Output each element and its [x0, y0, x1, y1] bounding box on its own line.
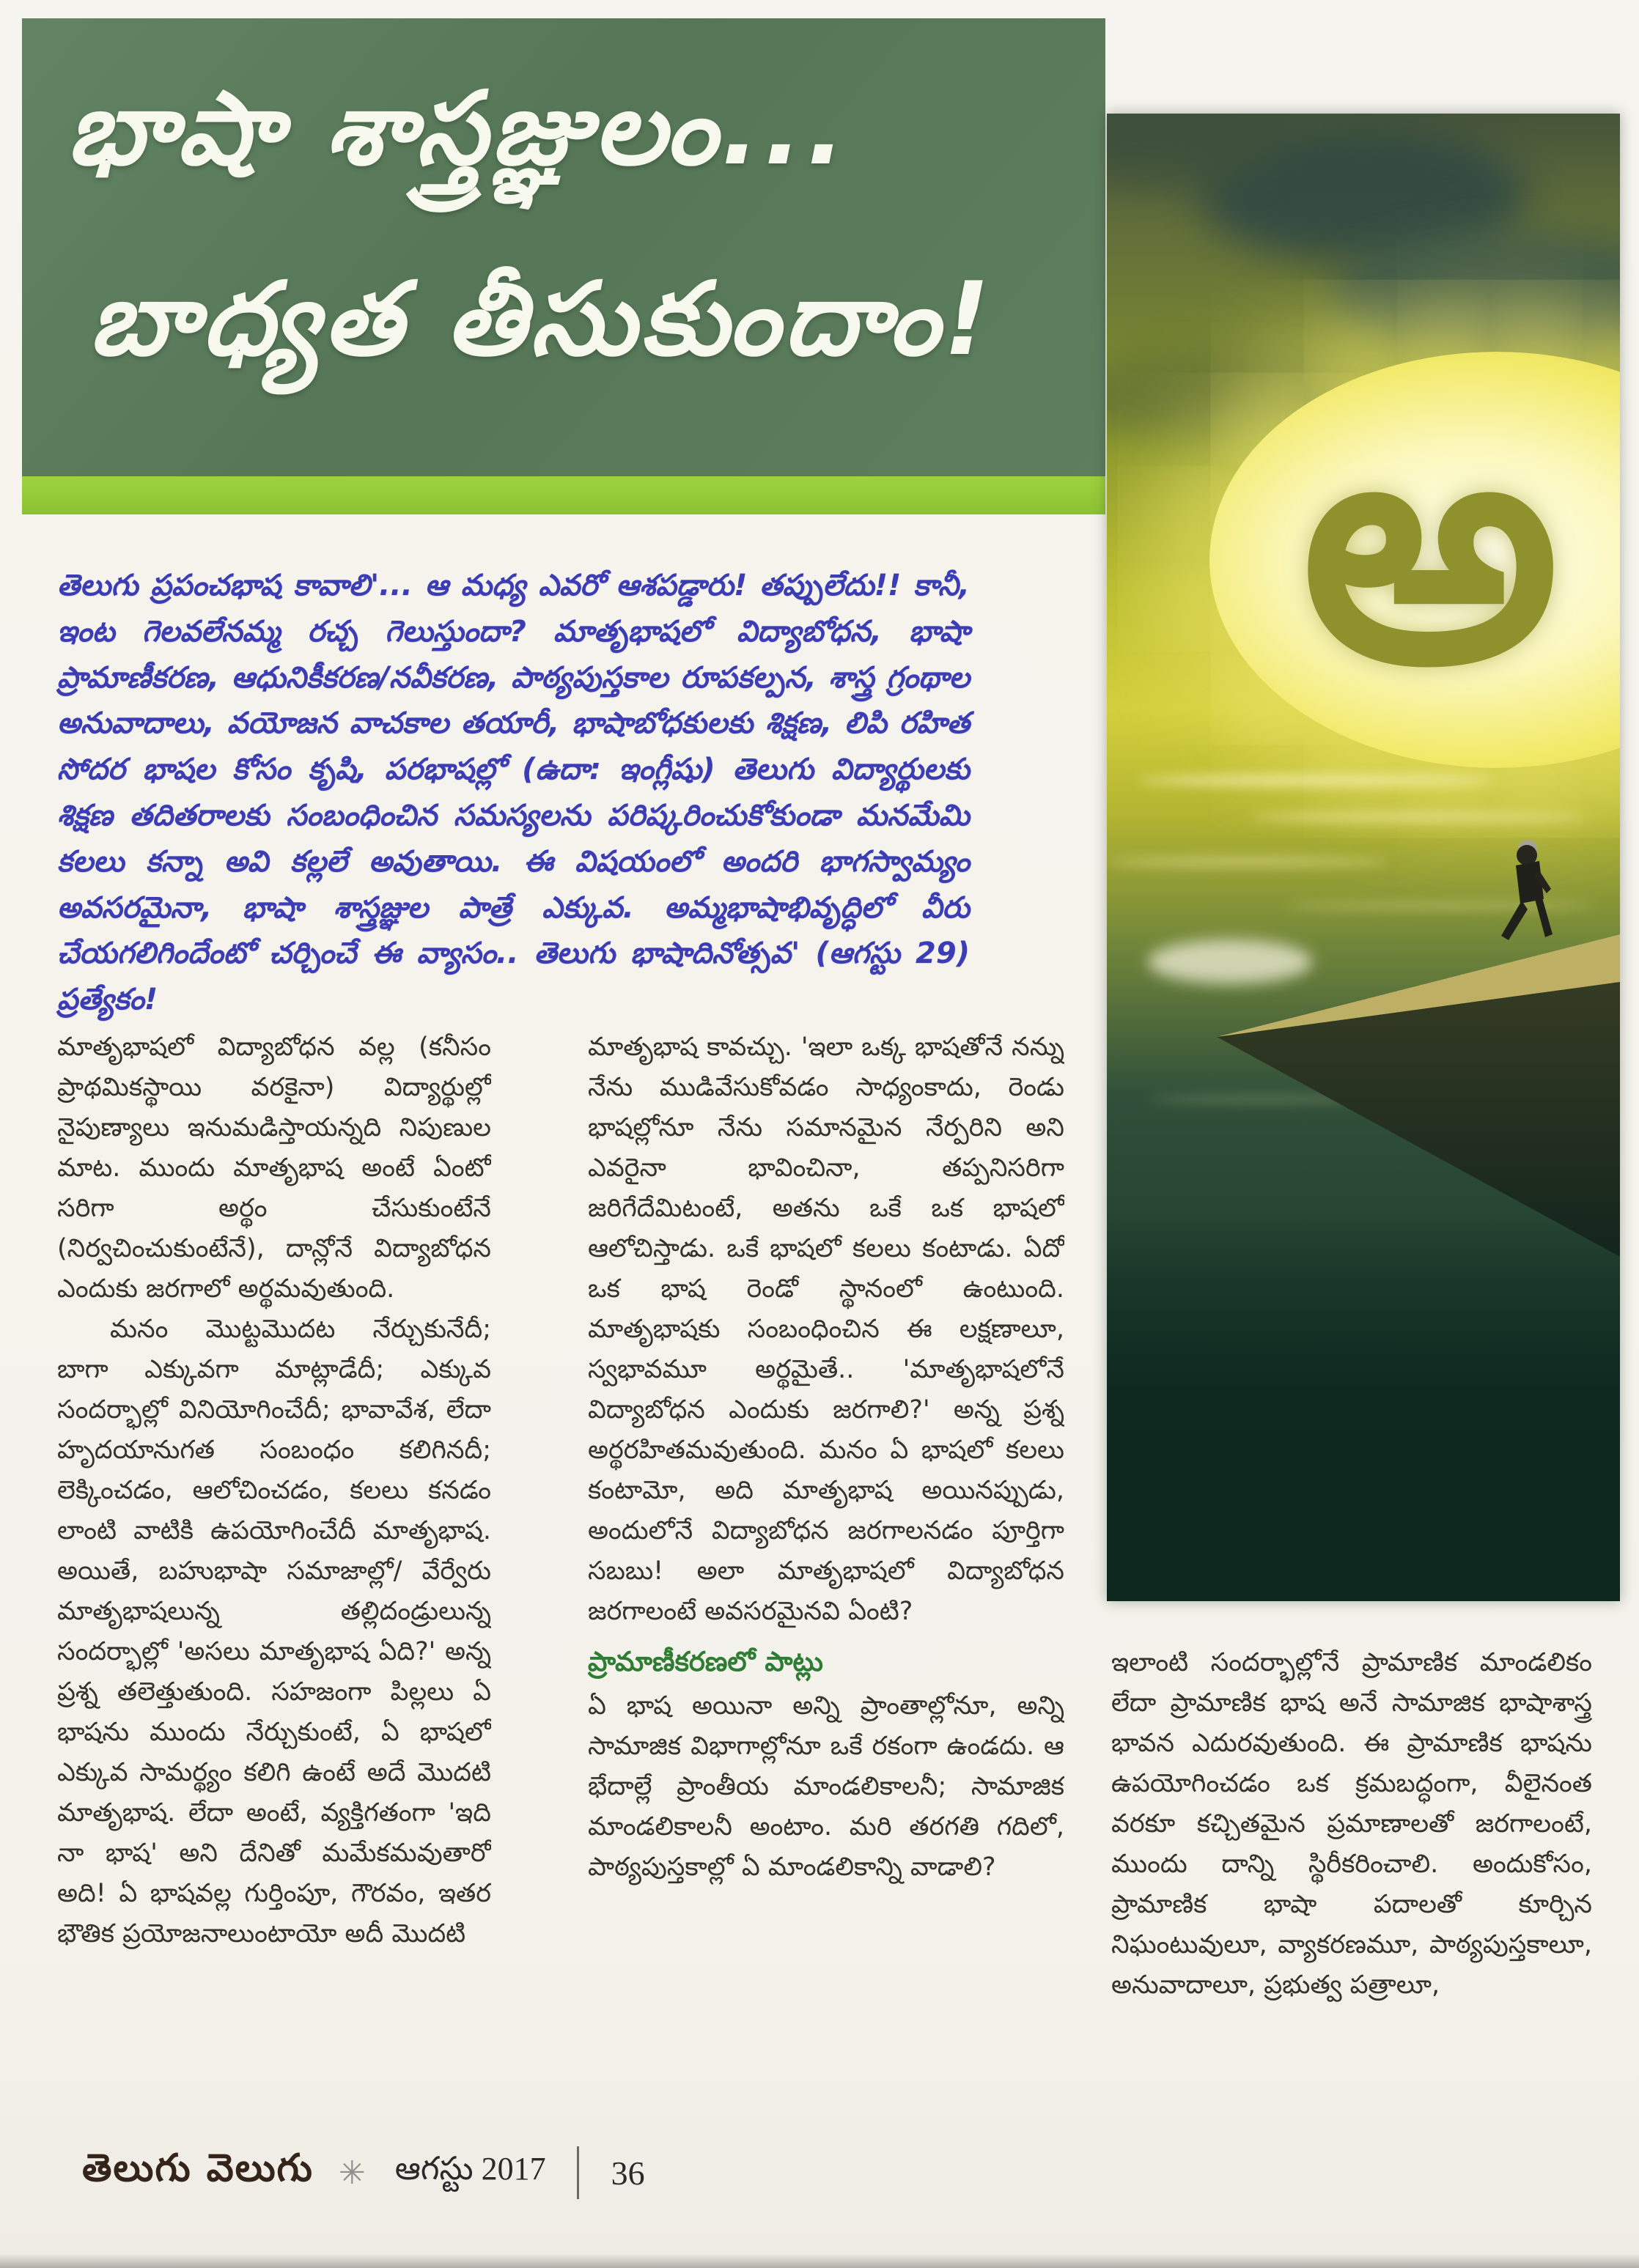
body-column-1 — [57, 1027, 491, 2174]
banner-stripe — [22, 476, 1105, 514]
body-paragraph: మాతృభాషలో విద్యాబోధన వల్ల (కనీసం ప్రాథమికస్థాయి వరకైనా) విద్యార్థుల్లో నైపుణ్యాలు ఇనుమడిస్తాయన్నది నిపుణుల మాట. ముందు మాతృభాష అంటే ఏంటో సరిగా అర్థం చేసుకుంటేనే (నిర్వచించుకుంటేనే), దాన్లోనే విద్యాబోధన ఎందుకు జరగాలో అర్థమవుతుంది. — [57, 1033, 491, 1304]
magazine-name: తెలుగు వెలుగు — [82, 2146, 314, 2190]
body-paragraph: ఇలాంటి సందర్భాల్లోనే ప్రామాణిక మాండలికం లేదా ప్రామాణిక భాష అనే సామాజిక భాషాశాస్త్ర భావన ఎదురవుతుంది. ఈ ప్రామాణిక భాషను ఉపయోగించడం ఒక క్రమబద్ధంగా, వీలైనంత వరకూ కచ్చితమైన ప్రమాణాలతో జరగాలంటే, ముందు దాన్ని స్థిరీకరించాలి. అందుకోసం, ప్రామాణిక భాషా పదాలతో కూర్చిన నిఘంటువులూ, వ్యాకరణమూ, పాఠ్యపుస్తకాలూ, అనువాదాలూ, ప్రభుత్వ పత్రాలూ, — [1111, 1648, 1592, 2000]
section-subheading: ప్రామాణీకరణలో పాట్లు — [588, 1646, 823, 1677]
footer-divider — [577, 2146, 579, 2199]
article-title-line1: భాషా శాస్త్రజ్ఞులం... — [67, 70, 850, 188]
article-photo — [1107, 114, 1620, 1601]
page-number: 36 — [611, 2154, 645, 2192]
page-footer — [82, 2143, 645, 2202]
page-bottom-shadow — [0, 2253, 1639, 2268]
header-banner — [22, 18, 1105, 476]
walking-person-silhouette — [1501, 840, 1553, 940]
dark-water-foreground — [1107, 1214, 1620, 1601]
body-column-3 — [1111, 1643, 1592, 2174]
intro-paragraph: తెలుగు ప్రపంచభాష కావాలి'... ఆ మధ్య ఎవరో ఆశపడ్డారు! తప్పులేదు!! కానీ, ఇంట గెలవలేనమ్మ రచ్చ గెలుస్తుందా? మాతృభాషలో విద్యాబోధన, భాషా ప్రామాణీకరణ, ఆధునికీకరణ/నవీకరణ, పాఠ్యపుస్తకాల రూపకల్పన, శాస్త్ర గ్రంథాల అనువాదాలు, వయోజన వాచకాల తయారీ, భాషాబోధకులకు శిక్షణ, లిపి రహిత సోదర భాషల కోసం కృషి, పరభాషల్లో (ఉదా: ఇంగ్లీషు) తెలుగు విద్యార్థులకు శిక్షణ తదితరాలకు సంబంధించిన సమస్యలను పరిష్కరించుకోకుండా మనమేమి కలలు కన్నా అవి కల్లలే అవుతాయి. ఈ విషయంలో అందరి భాగస్వామ్యం అవసరమైనా, భాషా శాస్త్రజ్ఞుల పాత్రే ఎక్కువ. అమ్మభాషాభివృద్ధిలో వీరు చేయగలిగిందేంటో చర్చించే ఈ వ్యాసం.. తెలుగు భాషాదినోత్సవ' (ఆగస్టు 29) ప్రత్యేకం! — [57, 569, 970, 1017]
issue-date: ఆగస్టు 2017 — [394, 2151, 546, 2187]
telugu-letter-a: అ — [1301, 359, 1560, 735]
body-paragraph: ఏ భాష అయినా అన్ని ప్రాంతాల్లోనూ, అన్ని సామాజిక విభాగాల్లోనూ ఒకే రకంగా ఉండదు. ఆ భేదాల్లే ప్రాంతీయ మాండలికాలనీ; సామాజిక మాండలికాలనీ అంటాం. మరి తరగతి గదిలో, పాఠ్యపుస్తకాల్లో ఏ మాండలికాన్ని వాడాలి? — [588, 1691, 1064, 1882]
flower-asterisk-icon: ✳ — [338, 2154, 366, 2192]
body-paragraph: మనం మొట్టమొదట నేర్చుకునేదీ; బాగా ఎక్కువగా మాట్లాడేదీ; ఎక్కువ సందర్భాల్లో వినియోగించేదీ; భావావేశ, లేదా హృదయానుగత సంబంధం కలిగినదీ; లెక్కించడం, ఆలోచించడం, కలలు కనడం లాంటి వాటికి ఉపయోగించేదీ మాతృభాష. అయితే, బహుభాషా సమాజాల్లో/ వేర్వేరు మాతృభాషలున్న తల్లిదండ్రులున్న సందర్భాల్లో 'అసలు మాతృభాష ఏది?' అన్న ప్రశ్న తలెత్తుతుంది. సహజంగా పిల్లలు ఏ భాషను ముందు నేర్చుకుంటే, ఏ భాషలో ఎక్కువ సామర్థ్యం కలిగి ఉంటే అదే మొదటి మాతృభాష. లేదా అంటే, వ్యక్తిగతంగా 'ఇది నా భాష' అని దేనితో మమేకమవుతారో అది! ఏ భాషవల్ల గుర్తింపూ, గౌరవం, ఇతర భౌతిక ప్రయోజనాలుంటాయో అదీ మొదటి — [57, 1315, 491, 1949]
body-column-2 — [588, 1027, 1064, 2174]
body-paragraph: మాతృభాష కావచ్చు. 'ఇలా ఒక్క భాషతోనే నన్ను నేను ముడివేసుకోవడం సాధ్యంకాదు, రెండు భాషల్లోనూ నేను సమానమైన నేర్పరిని అని ఎవరైనా భావించినా, తప్పనిసరిగా జరిగేదేమిటంటే, అతను ఒకే ఒక భాషలో ఆలోచిస్తాడు. ఒకే భాషలో కలలు కంటాడు. ఏదో ఒక భాష రెండో స్థానంలో ఉంటుంది. మాతృభాషకు సంబంధించిన ఈ లక్షణాలూ, స్వభావమూ అర్థమైతే.. 'మాతృభాషలోనే విద్యాబోధన ఎందుకు జరగాలి?' అన్న ప్రశ్న అర్థరహితమవుతుంది. మనం ఏ భాషలో కలలు కంటామో, అది మాతృభాష అయినప్పుడు, అందులోనే విద్యాబోధన జరగాలనడం పూర్తిగా సబబు! అలా మాతృభాషలో విద్యాబోధన జరగాలంటే అవసరమైనవి ఏంటి? — [588, 1033, 1064, 1626]
article-title-line2: బాధ్యత తీసుకుందాం! — [89, 260, 995, 378]
